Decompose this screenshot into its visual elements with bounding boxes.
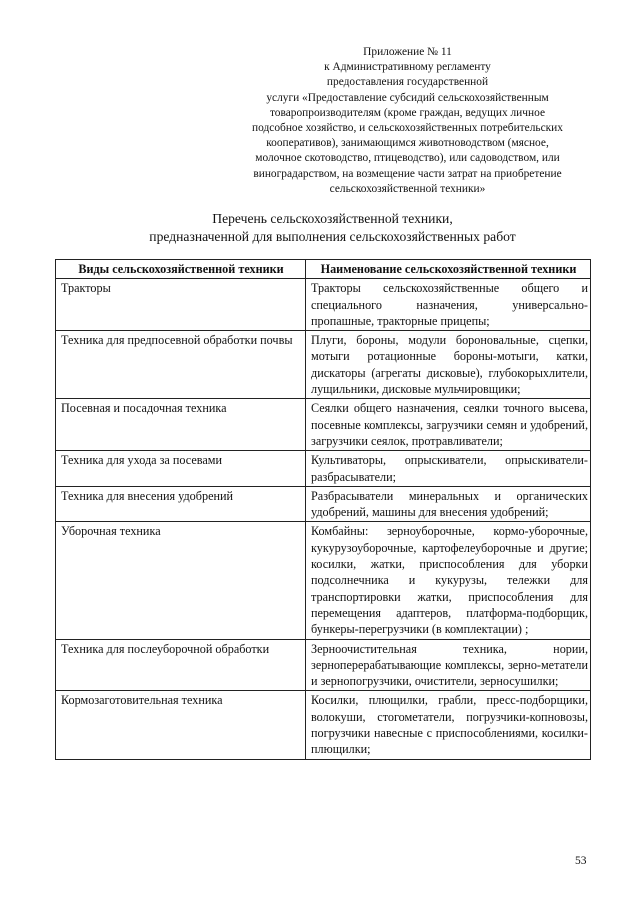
table-row bbox=[56, 486, 591, 522]
table-cell-names: Комбайны: зерноуборочные, кормо-уборочные, кукурузоуборочные, картофелеуборочные и другие; косилки, жатки, приспособления для уборки подсолнечника и кукурузы, тележки для транспортировки жатки, приспособления для перемещения адаптеров, платформа-подборщик, бункеры-перегрузчики (в комплектации) ; bbox=[306, 522, 591, 639]
table-cell-type: Техника для послеуборочной обработки bbox=[56, 639, 306, 691]
table-row bbox=[56, 451, 591, 487]
table-cell-type: Техника для предпосевной обработки почвы bbox=[56, 331, 306, 399]
document-title bbox=[55, 210, 610, 246]
column-header-name: Наименование сельскохозяйственной техники bbox=[306, 260, 591, 279]
table-cell-type: Техника для ухода за посевами bbox=[56, 451, 306, 487]
table-header-row bbox=[56, 260, 591, 279]
appendix-header-line: кооперативов), занимающимся животноводством (мясное, bbox=[266, 137, 549, 150]
table-cell-type: Уборочная техника bbox=[56, 522, 306, 639]
table-cell-names: Разбрасыватели минеральных и органических удобрений, машины для внесения удобрений; bbox=[306, 486, 591, 522]
table-cell-names: Зерноочистительная техника, нории, зерноперерабатывающие комплексы, зерно-метатели и зернопогрузчики, очистители, зерносушилки; bbox=[306, 639, 591, 691]
page-number: 53 bbox=[575, 855, 587, 867]
machinery-table bbox=[55, 259, 591, 760]
table-cell-names: Культиваторы, опрыскиватели, опрыскиватели-разбрасыватели; bbox=[306, 451, 591, 487]
document-title-line-1: Перечень сельскохозяйственной техники, bbox=[212, 211, 453, 226]
appendix-header-line: услуги «Предоставление субсидий сельскохозяйственным bbox=[266, 91, 549, 104]
table-cell-type: Тракторы bbox=[56, 279, 306, 331]
table-row bbox=[56, 691, 591, 759]
table-cell-names: Тракторы сельскохозяйственные общего и специального назначения, универсально-пропашные, тракторные прицепы; bbox=[306, 279, 591, 331]
appendix-header-line: виноградарством, на возмещение части затрат на приобретение bbox=[253, 167, 562, 180]
appendix-header bbox=[210, 45, 605, 197]
appendix-header-line: предоставления государственной bbox=[326, 76, 489, 89]
table-row bbox=[56, 639, 591, 691]
table-row bbox=[56, 279, 591, 331]
appendix-header-line: Приложение № 11 bbox=[363, 46, 452, 58]
appendix-header-line: к Административному регламенту bbox=[324, 61, 491, 74]
table-cell-names: Плуги, бороны, модули бороновальные, сцепки, мотыги ротационные бороны-мотыги, катки, дискаторы (агрегаты дисковые), глубокорыхлители, лущильники, дисковые мульчировщики; bbox=[306, 331, 591, 399]
table-row bbox=[56, 331, 591, 399]
appendix-header-line: подсобное хозяйство, и сельскохозяйственных потребительских bbox=[252, 122, 563, 135]
column-header-type: Виды сельскохозяйственной техники bbox=[56, 260, 306, 279]
table-cell-names: Косилки, плющилки, грабли, пресс-подборщики, волокуши, стогометатели, погрузчики-копновозы, погрузчики навесные с приспособлениями, косилки-плющилки; bbox=[306, 691, 591, 759]
document-title-line-2: предназначенной для выполнения сельскохозяйственных работ bbox=[149, 229, 516, 244]
table-row bbox=[56, 399, 591, 451]
table-cell-names: Сеялки общего назначения, сеялки точного высева, посевные комплексы, загрузчики семян и удобрений, загрузчики сеялок, протравливатели; bbox=[306, 399, 591, 451]
table-cell-type: Посевная и посадочная техника bbox=[56, 399, 306, 451]
appendix-header-line: товаропроизводителям (кроме граждан, ведущих личное bbox=[269, 106, 545, 119]
appendix-header-line: сельскохозяйственной техники» bbox=[329, 182, 486, 195]
table-row bbox=[56, 522, 591, 639]
appendix-header-line: молочное скотоводство, птицеводство), или садоводством, или bbox=[255, 152, 560, 165]
table-cell-type: Кормозаготовительная техника bbox=[56, 691, 306, 759]
table-cell-type: Техника для внесения удобрений bbox=[56, 486, 306, 522]
